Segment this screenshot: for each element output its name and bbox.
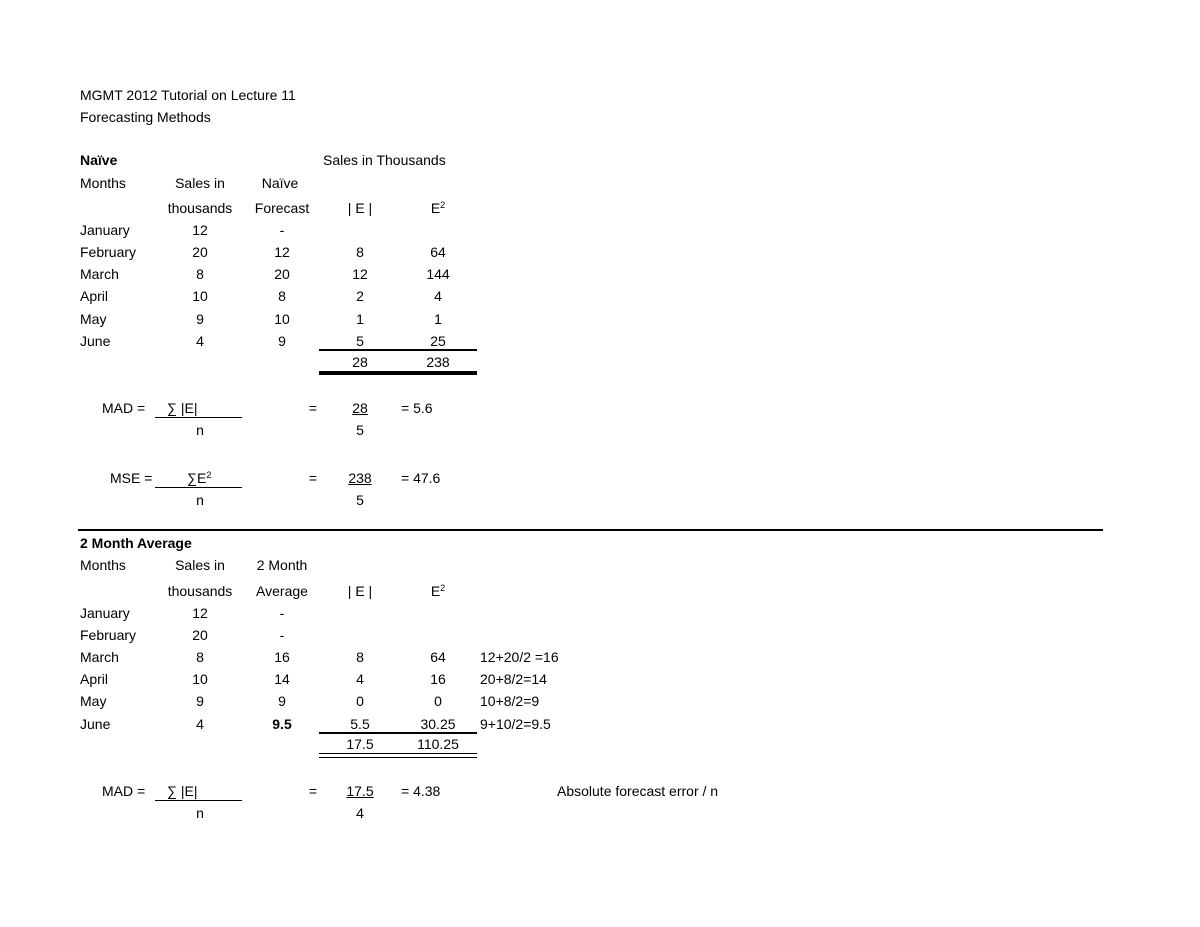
naive-mse-label: MSE =	[110, 470, 153, 486]
document-subtitle: Forecasting Methods	[80, 109, 211, 125]
avg-total-rule-top	[319, 753, 477, 754]
table-row-forecast: -	[279, 222, 285, 238]
table-row-sales: 10	[192, 288, 208, 304]
table-row-forecast: 9	[278, 333, 286, 349]
naive-mad-label: MAD =	[102, 400, 146, 416]
table-row-month: March	[80, 649, 119, 665]
table-row-forecast: 14	[274, 671, 290, 687]
table-row-e2: 0	[434, 693, 442, 709]
avg-mad-denominator: n	[196, 805, 204, 821]
naive-section-title: Naïve	[80, 152, 118, 168]
table-row-sales: 4	[196, 716, 204, 732]
table-row-forecast: -	[279, 627, 285, 643]
naive-mad-value-denominator: 5	[356, 422, 364, 438]
table-row-note: 9+10/2=9.5	[480, 716, 551, 732]
table-row-sales: 8	[196, 649, 204, 665]
table-row-forecast: 12	[274, 244, 290, 260]
table-row-e: 12	[352, 266, 368, 282]
table-row-e2: 25	[430, 333, 446, 349]
avg-mad-equals: =	[308, 783, 318, 799]
table-row-e: 2	[356, 288, 364, 304]
table-row-month: February	[80, 244, 137, 260]
naive-mad-fraction-bar	[155, 417, 242, 418]
naive-subtotal-rule	[319, 349, 477, 351]
table-row-note: 20+8/2=14	[480, 671, 547, 687]
naive-sales-caption: Sales in Thousands	[323, 152, 446, 168]
naive-mad-value-numerator: 28	[352, 400, 368, 416]
naive-mse-denominator: n	[196, 492, 204, 508]
table-row-month: January	[80, 605, 130, 621]
avg-col-sales-1: Sales in	[175, 557, 225, 573]
document-title: MGMT 2012 Tutorial on Lecture 11	[80, 87, 296, 103]
avg-col-forecast-2: Average	[256, 583, 308, 599]
table-row-e2: 64	[430, 244, 446, 260]
naive-col-e2: $E^2$	[430, 200, 446, 216]
table-row-sales: 20	[192, 627, 208, 643]
avg-col-sales-2: thousands	[167, 583, 233, 599]
avg-col-months: Months	[80, 557, 126, 573]
table-row-month: March	[80, 266, 119, 282]
avg-mad-note: Absolute forecast error / n	[557, 783, 719, 799]
table-row-e: 8	[356, 244, 364, 260]
table-row-forecast: 9.5	[272, 716, 292, 732]
avg-mad-result: = 4.38	[401, 783, 441, 799]
table-row-e: 5	[356, 333, 364, 349]
naive-col-sales-2: thousands	[167, 200, 233, 216]
naive-mse-result: = 47.6	[401, 470, 441, 486]
table-row-sales: 8	[196, 266, 204, 282]
table-row-sales: 9	[196, 311, 204, 327]
avg-col-e2: $E^2$	[430, 583, 446, 599]
table-row-forecast: 8	[278, 288, 286, 304]
naive-mse-value-denominator: 5	[356, 492, 364, 508]
table-row-note: 10+8/2=9	[480, 693, 540, 709]
naive-col-forecast-1: Naïve	[261, 175, 299, 191]
table-row-e2: 4	[434, 288, 442, 304]
table-row-forecast: -	[279, 605, 285, 621]
avg-mad-value-numerator: 17.5	[346, 783, 374, 799]
naive-mad-result: = 5.6	[401, 400, 433, 416]
naive-mse-value-numerator: 238	[348, 470, 372, 486]
avg-section-title: 2 Month Average	[80, 535, 192, 551]
table-row-month: June	[80, 716, 111, 732]
table-row-e: 5.5	[350, 716, 370, 732]
table-row-e2: 64	[430, 649, 446, 665]
naive-col-months: Months	[80, 175, 126, 191]
table-row-sales: 4	[196, 333, 204, 349]
naive-total-e: 28	[352, 354, 368, 370]
naive-mad-denominator: n	[196, 422, 204, 438]
table-row-month: February	[80, 627, 137, 643]
naive-mad-equals: =	[308, 400, 318, 416]
table-row-month: January	[80, 222, 130, 238]
naive-mse-fraction-bar	[155, 487, 242, 488]
naive-total-rule	[319, 371, 477, 375]
table-row-month: April	[80, 671, 109, 687]
naive-mse-numerator: $\sum E^2$	[187, 470, 212, 486]
naive-total-e2: 238	[426, 354, 450, 370]
table-row-forecast: 10	[274, 311, 290, 327]
avg-mad-value-denominator: 4	[356, 805, 364, 821]
naive-col-e: | E |	[347, 200, 373, 216]
table-row-month: May	[80, 311, 107, 327]
table-row-month: June	[80, 333, 111, 349]
avg-subtotal-rule	[319, 732, 477, 734]
table-row-sales: 20	[192, 244, 208, 260]
naive-col-sales-1: Sales in	[175, 175, 225, 191]
section-divider	[78, 529, 1103, 531]
table-row-month: April	[80, 288, 109, 304]
table-row-e2: 30.25	[420, 716, 456, 732]
table-row-sales: 10	[192, 671, 208, 687]
table-row-forecast: 16	[274, 649, 290, 665]
naive-mad-numerator: ∑ |E|	[167, 400, 198, 416]
table-row-forecast: 20	[274, 266, 290, 282]
table-row-e2: 1	[434, 311, 442, 327]
avg-col-forecast-1: 2 Month	[256, 557, 308, 573]
table-row-month: May	[80, 693, 107, 709]
avg-mad-numerator: ∑ |E|	[167, 783, 198, 799]
table-row-sales: 12	[192, 222, 208, 238]
table-row-e: 0	[356, 693, 364, 709]
avg-total-rule-bottom	[319, 757, 477, 758]
avg-mad-label: MAD =	[102, 783, 146, 799]
table-row-sales: 9	[196, 693, 204, 709]
avg-mad-fraction-bar	[155, 800, 242, 801]
avg-col-e: | E |	[347, 583, 373, 599]
table-row-e: 4	[356, 671, 364, 687]
table-row-e2: 16	[430, 671, 446, 687]
naive-mse-equals: =	[308, 470, 318, 486]
table-row-e2: 144	[426, 266, 450, 282]
table-row-forecast: 9	[278, 693, 286, 709]
avg-total-e: 17.5	[346, 736, 374, 752]
table-row-sales: 12	[192, 605, 208, 621]
table-row-e: 8	[356, 649, 364, 665]
avg-total-e2: 110.25	[417, 736, 459, 752]
table-row-e: 1	[356, 311, 364, 327]
table-row-note: 12+20/2 =16	[480, 649, 559, 665]
naive-col-forecast-2: Forecast	[254, 200, 310, 216]
